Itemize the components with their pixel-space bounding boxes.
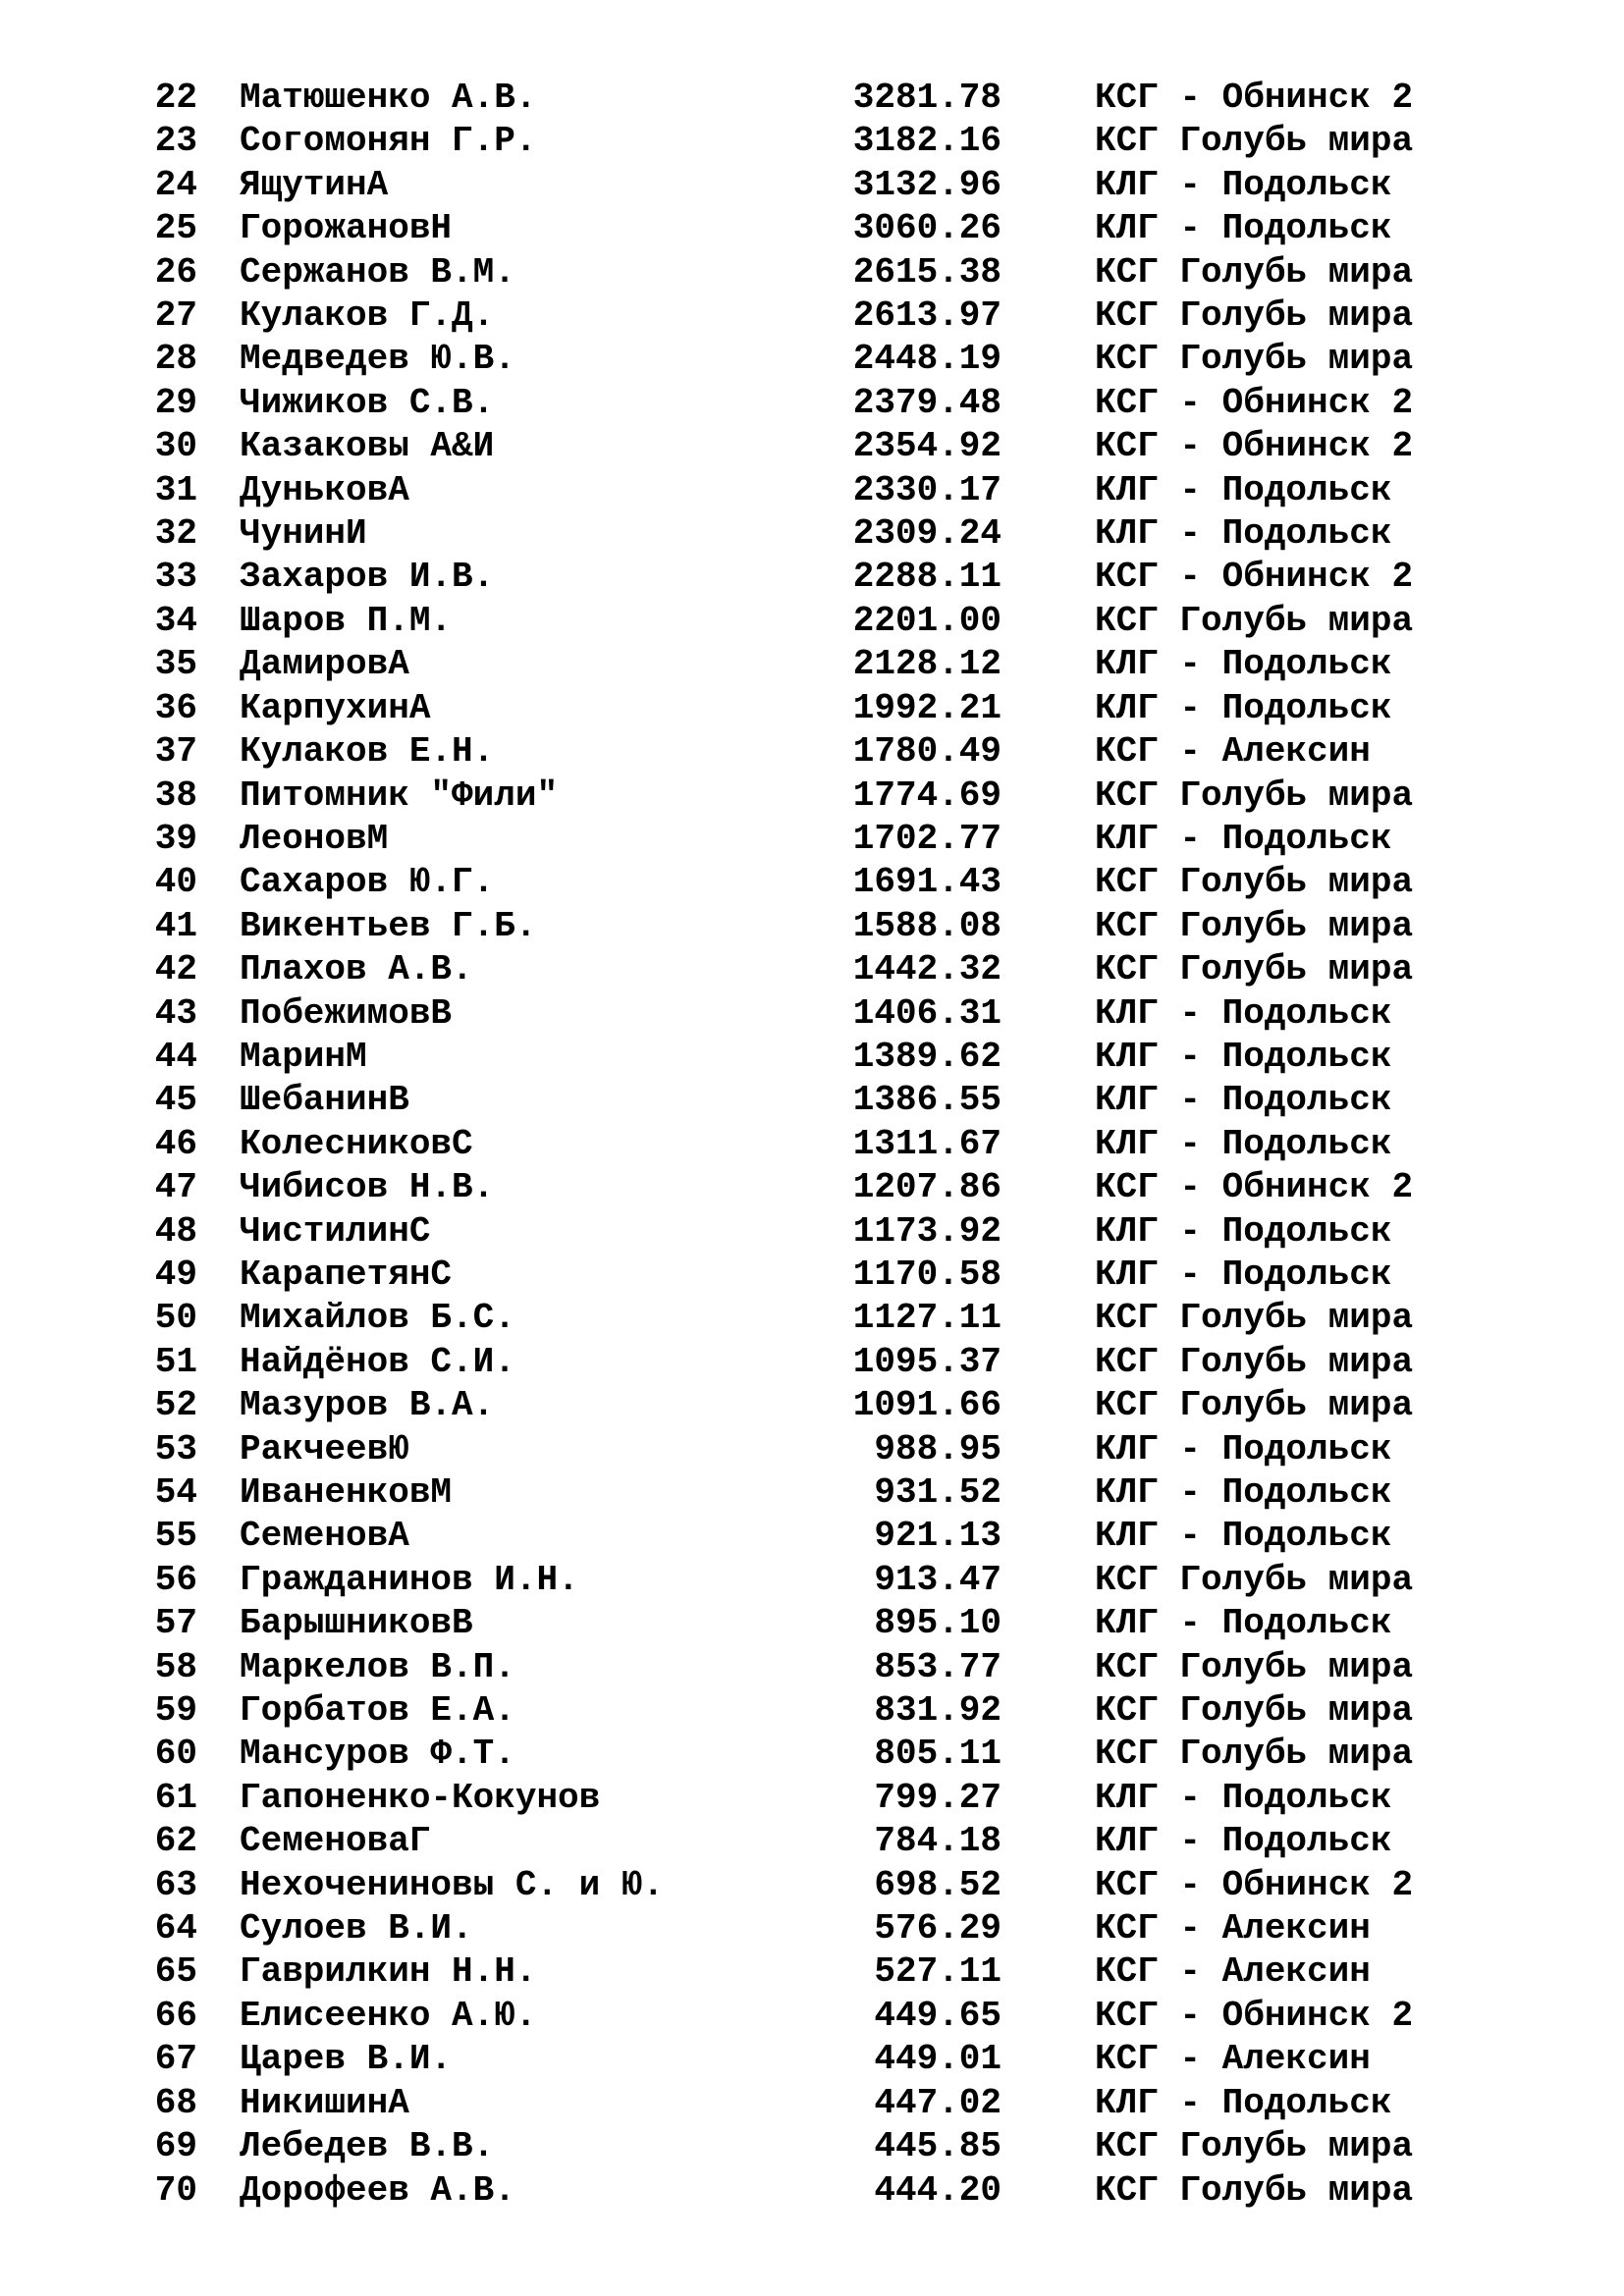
club-cell: КЛГ - Подольск	[1095, 1254, 1392, 1295]
club-cell: КСГ Голубь мира	[1095, 2169, 1414, 2211]
club-cell: КСГ Голубь мира	[1095, 600, 1414, 641]
club-cell: КЛГ - Подольск	[1095, 1821, 1392, 1862]
score-cell: 1780.49	[852, 731, 1001, 773]
name-cell: ПобежимовВ	[240, 992, 453, 1034]
score-cell: 1702.77	[852, 818, 1001, 859]
name-cell: Маркелов В.П.	[240, 1646, 515, 1687]
table-row	[142, 1428, 1576, 1471]
name-cell: Викентьев Г.Б.	[240, 905, 537, 946]
table-row	[142, 251, 1576, 294]
name-cell: КолесниковС	[240, 1123, 473, 1164]
name-cell: Захаров И.В.	[240, 557, 495, 598]
club-cell: КЛГ - Подольск	[1095, 469, 1392, 510]
score-cell: 3060.26	[852, 208, 1001, 249]
club-cell: КСГ - Обнинск 2	[1095, 1864, 1414, 1905]
score-cell: 1992.21	[852, 687, 1001, 728]
score-cell: 2201.00	[852, 600, 1001, 641]
table-row	[142, 1602, 1576, 1645]
name-cell: ЧунинИ	[240, 513, 367, 555]
name-cell: Гаврилкин Н.Н.	[240, 1951, 537, 1993]
rank-cell: 22	[154, 78, 197, 118]
score-cell: 831.92	[874, 1690, 1001, 1732]
table-row	[142, 2038, 1576, 2081]
table-row	[142, 1123, 1576, 1166]
club-cell: КСГ Голубь мира	[1095, 949, 1414, 990]
name-cell: Сахаров Ю.Г.	[240, 862, 495, 903]
club-cell: КЛГ - Подольск	[1095, 1080, 1392, 1121]
rank-cell: 56	[154, 1559, 197, 1600]
club-cell: КЛГ - Подольск	[1095, 1603, 1392, 1644]
score-cell: 2128.12	[852, 644, 1001, 685]
name-cell: ЯщутинА	[240, 164, 389, 205]
name-cell: БарышниковВ	[240, 1603, 473, 1644]
rank-cell: 23	[154, 121, 197, 162]
score-cell: 988.95	[874, 1428, 1001, 1469]
rank-cell: 25	[154, 208, 197, 249]
club-cell: КСГ Голубь мира	[1095, 295, 1414, 337]
club-cell: КЛГ - Подольск	[1095, 2082, 1392, 2123]
table-row	[142, 1646, 1576, 1689]
rank-cell: 52	[154, 1385, 197, 1426]
club-cell: КСГ Голубь мира	[1095, 1341, 1414, 1382]
club-cell: КЛГ - Подольск	[1095, 1210, 1392, 1252]
club-cell: КЛГ - Подольск	[1095, 164, 1392, 205]
rank-cell: 65	[154, 1951, 197, 1993]
table-row	[142, 77, 1576, 120]
club-cell: КСГ Голубь мира	[1095, 1559, 1414, 1600]
table-row	[142, 1079, 1576, 1122]
score-cell: 2330.17	[852, 469, 1001, 510]
score-cell: 1170.58	[852, 1254, 1001, 1295]
rank-cell: 26	[154, 251, 197, 293]
club-cell: КСГ - Обнинск 2	[1095, 78, 1414, 118]
rank-cell: 33	[154, 557, 197, 598]
name-cell: ДуньковА	[240, 469, 409, 510]
score-cell: 2379.48	[852, 382, 1001, 423]
name-cell: Чибисов Н.В.	[240, 1167, 495, 1208]
rank-cell: 34	[154, 600, 197, 641]
score-cell: 2448.19	[852, 339, 1001, 380]
table-row	[142, 905, 1576, 948]
rank-cell: 64	[154, 1908, 197, 1949]
rank-cell: 35	[154, 644, 197, 685]
table-row	[142, 643, 1576, 686]
table-row	[142, 469, 1576, 512]
score-cell: 1774.69	[852, 774, 1001, 816]
rank-cell: 46	[154, 1123, 197, 1164]
table-row	[142, 1297, 1576, 1340]
name-cell: СеменоваГ	[240, 1821, 431, 1862]
club-cell: КСГ Голубь мира	[1095, 905, 1414, 946]
table-row	[142, 1995, 1576, 2038]
name-cell: Питомник "Фили"	[240, 774, 559, 816]
table-row	[142, 687, 1576, 730]
table-row	[142, 600, 1576, 643]
name-cell: Согомонян Г.Р.	[240, 121, 537, 162]
rank-cell: 57	[154, 1603, 197, 1644]
name-cell: Царев В.И.	[240, 2039, 453, 2080]
rank-cell: 42	[154, 949, 197, 990]
club-cell: КЛГ - Подольск	[1095, 1777, 1392, 1818]
club-cell: КЛГ - Подольск	[1095, 1472, 1392, 1513]
score-cell: 444.20	[874, 2169, 1001, 2211]
club-cell: КСГ Голубь мира	[1095, 121, 1414, 162]
rank-cell: 69	[154, 2126, 197, 2167]
rank-cell: 54	[154, 1472, 197, 1513]
table-row	[142, 164, 1576, 207]
rank-cell: 50	[154, 1298, 197, 1339]
name-cell: Михайлов Б.С.	[240, 1298, 515, 1339]
table-row	[142, 425, 1576, 468]
club-cell: КСГ Голубь мира	[1095, 862, 1414, 903]
score-cell: 1389.62	[852, 1036, 1001, 1077]
table-row	[142, 1907, 1576, 1950]
score-cell: 1588.08	[852, 905, 1001, 946]
club-cell: КЛГ - Подольск	[1095, 1123, 1392, 1164]
rank-cell: 59	[154, 1690, 197, 1732]
score-cell: 805.11	[874, 1734, 1001, 1775]
table-row	[142, 556, 1576, 599]
rank-cell: 40	[154, 862, 197, 903]
table-row	[142, 1515, 1576, 1558]
name-cell: СеменовА	[240, 1516, 409, 1557]
rank-cell: 53	[154, 1428, 197, 1469]
name-cell: Горбатов Е.А.	[240, 1690, 515, 1732]
score-cell: 1207.86	[852, 1167, 1001, 1208]
rank-cell: 68	[154, 2082, 197, 2123]
club-cell: КЛГ - Подольск	[1095, 513, 1392, 555]
score-cell: 1091.66	[852, 1385, 1001, 1426]
score-cell: 3132.96	[852, 164, 1001, 205]
name-cell: Лебедев В.В.	[240, 2126, 495, 2167]
club-cell: КСГ Голубь мира	[1095, 1734, 1414, 1775]
name-cell: Сулоев В.И.	[240, 1908, 473, 1949]
table-row	[142, 992, 1576, 1036]
table-row	[142, 120, 1576, 163]
club-cell: КЛГ - Подольск	[1095, 644, 1392, 685]
rank-cell: 37	[154, 731, 197, 773]
score-cell: 784.18	[874, 1821, 1001, 1862]
score-cell: 799.27	[874, 1777, 1001, 1818]
score-cell: 913.47	[874, 1559, 1001, 1600]
table-row	[142, 512, 1576, 556]
rank-cell: 28	[154, 339, 197, 380]
club-cell: КЛГ - Подольск	[1095, 687, 1392, 728]
table-row	[142, 1689, 1576, 1733]
rank-cell: 30	[154, 426, 197, 467]
score-cell: 447.02	[874, 2082, 1001, 2123]
table-row	[142, 1254, 1576, 1297]
rank-cell: 41	[154, 905, 197, 946]
name-cell: Матюшенко А.В.	[240, 78, 537, 118]
score-cell: 449.01	[874, 2039, 1001, 2080]
results-table	[142, 77, 1576, 2213]
table-row	[142, 1950, 1576, 1994]
score-cell: 576.29	[874, 1908, 1001, 1949]
name-cell: МаринМ	[240, 1036, 367, 1077]
table-row	[142, 1777, 1576, 1820]
score-cell: 2309.24	[852, 513, 1001, 555]
club-cell: КСГ - Обнинск 2	[1095, 382, 1414, 423]
rank-cell: 51	[154, 1341, 197, 1382]
name-cell: Шаров П.М.	[240, 600, 453, 641]
name-cell: Мазуров В.А.	[240, 1385, 495, 1426]
table-row	[142, 207, 1576, 250]
score-cell: 698.52	[874, 1864, 1001, 1905]
name-cell: Чижиков С.В.	[240, 382, 495, 423]
name-cell: Нехочениновы С. и Ю.	[240, 1864, 665, 1905]
table-row	[142, 294, 1576, 338]
name-cell: НикишинА	[240, 2082, 409, 2123]
rank-cell: 31	[154, 469, 197, 510]
name-cell: ДамировА	[240, 644, 409, 685]
table-row	[142, 1036, 1576, 1079]
club-cell: КЛГ - Подольск	[1095, 1516, 1392, 1557]
name-cell: Медведев Ю.В.	[240, 339, 515, 380]
score-cell: 3281.78	[852, 78, 1001, 118]
table-row	[142, 1559, 1576, 1602]
score-cell: 1311.67	[852, 1123, 1001, 1164]
club-cell: КЛГ - Подольск	[1095, 992, 1392, 1034]
club-cell: КСГ Голубь мира	[1095, 1646, 1414, 1687]
table-row	[142, 730, 1576, 774]
score-cell: 1406.31	[852, 992, 1001, 1034]
club-cell: КСГ - Обнинск 2	[1095, 1995, 1414, 2036]
rank-cell: 61	[154, 1777, 197, 1818]
rank-cell: 39	[154, 818, 197, 859]
rank-cell: 70	[154, 2169, 197, 2211]
table-row	[142, 818, 1576, 861]
club-cell: КСГ Голубь мира	[1095, 774, 1414, 816]
score-cell: 445.85	[874, 2126, 1001, 2167]
score-cell: 1691.43	[852, 862, 1001, 903]
name-cell: Кулаков Е.Н.	[240, 731, 495, 773]
club-cell: КСГ - Алексин	[1095, 2039, 1371, 2080]
table-row	[142, 1471, 1576, 1515]
table-row	[142, 338, 1576, 381]
name-cell: ШебанинВ	[240, 1080, 409, 1121]
name-cell: Мансуров Ф.Т.	[240, 1734, 515, 1775]
score-cell: 449.65	[874, 1995, 1001, 2036]
table-row	[142, 1733, 1576, 1776]
club-cell: КСГ Голубь мира	[1095, 1385, 1414, 1426]
rank-cell: 66	[154, 1995, 197, 2036]
club-cell: КСГ Голубь мира	[1095, 339, 1414, 380]
rank-cell: 44	[154, 1036, 197, 1077]
score-cell: 2288.11	[852, 557, 1001, 598]
rank-cell: 29	[154, 382, 197, 423]
score-cell: 1386.55	[852, 1080, 1001, 1121]
name-cell: РакчеевЮ	[240, 1428, 409, 1469]
results-table-body	[142, 77, 1576, 2213]
name-cell: Елисеенко А.Ю.	[240, 1995, 537, 2036]
rank-cell: 27	[154, 295, 197, 337]
score-cell: 853.77	[874, 1646, 1001, 1687]
score-cell: 1442.32	[852, 949, 1001, 990]
table-row	[142, 382, 1576, 425]
name-cell: КарпухинА	[240, 687, 431, 728]
name-cell: КарапетянС	[240, 1254, 453, 1295]
rank-cell: 24	[154, 164, 197, 205]
table-row	[142, 2169, 1576, 2213]
score-cell: 1127.11	[852, 1298, 1001, 1339]
rank-cell: 62	[154, 1821, 197, 1862]
club-cell: КСГ Голубь мира	[1095, 1690, 1414, 1732]
club-cell: КСГ - Алексин	[1095, 1908, 1371, 1949]
rank-cell: 38	[154, 774, 197, 816]
club-cell: КСГ - Алексин	[1095, 731, 1371, 773]
club-cell: КСГ Голубь мира	[1095, 251, 1414, 293]
table-row	[142, 1166, 1576, 1209]
score-cell: 1173.92	[852, 1210, 1001, 1252]
name-cell: Найдёнов С.И.	[240, 1341, 515, 1382]
rank-cell: 58	[154, 1646, 197, 1687]
club-cell: КСГ - Алексин	[1095, 1951, 1371, 1993]
rank-cell: 63	[154, 1864, 197, 1905]
rank-cell: 32	[154, 513, 197, 555]
table-row	[142, 2125, 1576, 2168]
name-cell: ИваненковМ	[240, 1472, 453, 1513]
club-cell: КЛГ - Подольск	[1095, 1428, 1392, 1469]
score-cell: 2354.92	[852, 426, 1001, 467]
name-cell: ЧистилинС	[240, 1210, 431, 1252]
name-cell: Гражданинов И.Н.	[240, 1559, 579, 1600]
name-cell: ЛеоновМ	[240, 818, 389, 859]
table-row	[142, 774, 1576, 818]
score-cell: 527.11	[874, 1951, 1001, 1993]
club-cell: КЛГ - Подольск	[1095, 818, 1392, 859]
club-cell: КСГ Голубь мира	[1095, 1298, 1414, 1339]
rank-cell: 43	[154, 992, 197, 1034]
club-cell: КСГ - Обнинск 2	[1095, 1167, 1414, 1208]
score-cell: 2613.97	[852, 295, 1001, 337]
name-cell: Плахов А.В.	[240, 949, 473, 990]
name-cell: Дорофеев А.В.	[240, 2169, 515, 2211]
rank-cell: 48	[154, 1210, 197, 1252]
rank-cell: 36	[154, 687, 197, 728]
rank-cell: 45	[154, 1080, 197, 1121]
club-cell: КСГ - Обнинск 2	[1095, 426, 1414, 467]
club-cell: КСГ Голубь мира	[1095, 2126, 1414, 2167]
name-cell: Кулаков Г.Д.	[240, 295, 495, 337]
table-row	[142, 1384, 1576, 1427]
name-cell: Сержанов В.М.	[240, 251, 515, 293]
table-row	[142, 861, 1576, 904]
rank-cell: 47	[154, 1167, 197, 1208]
rank-cell: 67	[154, 2039, 197, 2080]
rank-cell: 55	[154, 1516, 197, 1557]
table-row	[142, 2082, 1576, 2125]
score-cell: 931.52	[874, 1472, 1001, 1513]
score-cell: 921.13	[874, 1516, 1001, 1557]
score-cell: 3182.16	[852, 121, 1001, 162]
table-row	[142, 1864, 1576, 1907]
club-cell: КСГ - Обнинск 2	[1095, 557, 1414, 598]
name-cell: Гапоненко-Кокунов	[240, 1777, 601, 1818]
table-row	[142, 1820, 1576, 1863]
score-cell: 895.10	[874, 1603, 1001, 1644]
table-row	[142, 1210, 1576, 1254]
club-cell: КЛГ - Подольск	[1095, 208, 1392, 249]
score-cell: 1095.37	[852, 1341, 1001, 1382]
rank-cell: 60	[154, 1734, 197, 1775]
name-cell: ГорожановН	[240, 208, 453, 249]
name-cell: Казаковы А&И	[240, 426, 495, 467]
table-row	[142, 1341, 1576, 1384]
table-row	[142, 948, 1576, 991]
club-cell: КЛГ - Подольск	[1095, 1036, 1392, 1077]
score-cell: 2615.38	[852, 251, 1001, 293]
rank-cell: 49	[154, 1254, 197, 1295]
